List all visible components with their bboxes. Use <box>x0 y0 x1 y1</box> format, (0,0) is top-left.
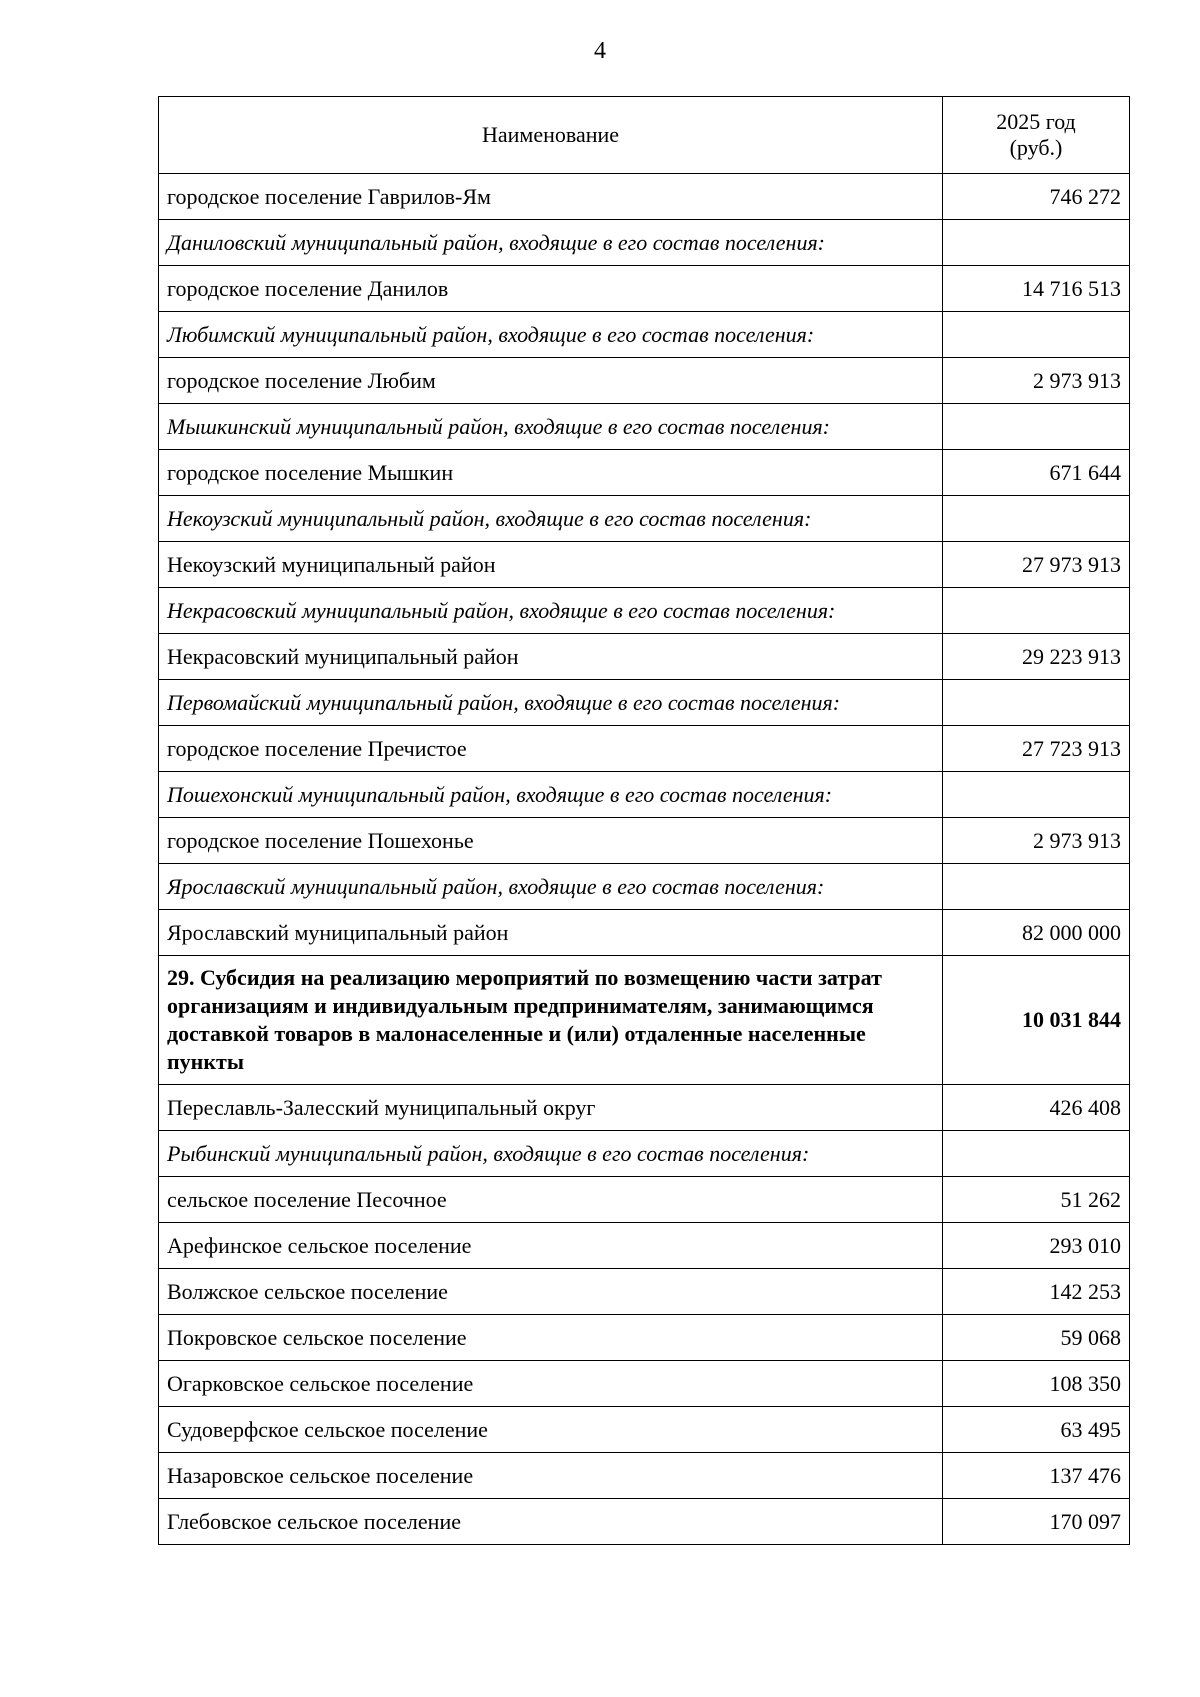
table-row <box>159 1085 1130 1131</box>
table-row <box>159 542 1130 588</box>
row-value: 10 031 844 <box>943 956 1130 1085</box>
table-row <box>159 1315 1130 1361</box>
row-value: 59 068 <box>943 1315 1130 1361</box>
row-value <box>943 588 1130 634</box>
table-row <box>159 1269 1130 1315</box>
row-name: Судоверфское сельское поселение <box>159 1407 943 1453</box>
district-row <box>159 1131 1130 1177</box>
row-value <box>943 772 1130 818</box>
row-name: Пошехонский муниципальный район, входящие в его состав поселения: <box>159 772 943 818</box>
table-header-row <box>159 97 1130 174</box>
row-name: Мышкинский муниципальный район, входящие в его состав поселения: <box>159 404 943 450</box>
row-value: 293 010 <box>943 1223 1130 1269</box>
row-name: Рыбинский муниципальный район, входящие в его состав поселения: <box>159 1131 943 1177</box>
district-row <box>159 772 1130 818</box>
row-value: 63 495 <box>943 1407 1130 1453</box>
district-row <box>159 496 1130 542</box>
row-value: 51 262 <box>943 1177 1130 1223</box>
table-row <box>159 174 1130 220</box>
table-row <box>159 1223 1130 1269</box>
row-name: Даниловский муниципальный район, входящие в его состав поселения: <box>159 220 943 266</box>
table-row <box>159 1361 1130 1407</box>
header-unit-label: (руб.) <box>1009 135 1063 160</box>
table-row <box>159 910 1130 956</box>
row-name: Арефинское сельское поселение <box>159 1223 943 1269</box>
table-row <box>159 450 1130 496</box>
row-name: Глебовское сельское поселение <box>159 1499 943 1545</box>
row-value <box>943 312 1130 358</box>
row-name: Любимский муниципальный район, входящие в его состав поселения: <box>159 312 943 358</box>
row-name: Некрасовский муниципальный район <box>159 634 943 680</box>
district-row <box>159 312 1130 358</box>
row-name: Некоузский муниципальный район <box>159 542 943 588</box>
row-name: городское поселение Пошехонье <box>159 818 943 864</box>
row-name: Волжское сельское поселение <box>159 1269 943 1315</box>
row-name: Некоузский муниципальный район, входящие в его состав поселения: <box>159 496 943 542</box>
section-row <box>159 956 1130 1085</box>
table-row <box>159 818 1130 864</box>
row-name: городское поселение Любим <box>159 358 943 404</box>
row-value: 2 973 913 <box>943 818 1130 864</box>
page-number: 4 <box>594 38 606 64</box>
row-name: сельское поселение Песочное <box>159 1177 943 1223</box>
header-name: Наименование <box>159 97 943 174</box>
row-name: городское поселение Данилов <box>159 266 943 312</box>
header-year-label: 2025 год <box>996 109 1076 134</box>
row-name: Ярославский муниципальный район <box>159 910 943 956</box>
row-value: 426 408 <box>943 1085 1130 1131</box>
row-value: 29 223 913 <box>943 634 1130 680</box>
district-row <box>159 588 1130 634</box>
row-name: 29. Субсидия на реализацию мероприятий по возмещению части затрат организациям и индивидуальным предпринимателям, занимающимся доставкой товаров в малонаселенные и (или) отдаленные населенные пункты <box>159 956 943 1085</box>
row-name: Первомайский муниципальный район, входящие в его состав поселения: <box>159 680 943 726</box>
row-name: городское поселение Пречистое <box>159 726 943 772</box>
row-name: Назаровское сельское поселение <box>159 1453 943 1499</box>
district-row <box>159 864 1130 910</box>
row-value: 82 000 000 <box>943 910 1130 956</box>
row-value: 14 716 513 <box>943 266 1130 312</box>
row-value: 2 973 913 <box>943 358 1130 404</box>
row-name: городское поселение Гаврилов-Ям <box>159 174 943 220</box>
row-value <box>943 220 1130 266</box>
table-row <box>159 634 1130 680</box>
row-name: Покровское сельское поселение <box>159 1315 943 1361</box>
row-value: 170 097 <box>943 1499 1130 1545</box>
table-row <box>159 1453 1130 1499</box>
district-row <box>159 680 1130 726</box>
table-row <box>159 358 1130 404</box>
row-value <box>943 496 1130 542</box>
district-row <box>159 404 1130 450</box>
table-row <box>159 726 1130 772</box>
budget-table <box>158 96 1130 1545</box>
row-value: 108 350 <box>943 1361 1130 1407</box>
row-name: Ярославский муниципальный район, входящие в его состав поселения: <box>159 864 943 910</box>
row-value: 671 644 <box>943 450 1130 496</box>
row-name: Огарковское сельское поселение <box>159 1361 943 1407</box>
row-value <box>943 404 1130 450</box>
table-body <box>159 174 1130 1545</box>
row-value: 746 272 <box>943 174 1130 220</box>
row-value: 137 476 <box>943 1453 1130 1499</box>
row-value: 27 973 913 <box>943 542 1130 588</box>
table-row <box>159 1177 1130 1223</box>
district-row <box>159 220 1130 266</box>
row-value <box>943 1131 1130 1177</box>
row-name: Некрасовский муниципальный район, входящие в его состав поселения: <box>159 588 943 634</box>
row-name: Переславль-Залесский муниципальный округ <box>159 1085 943 1131</box>
row-value: 27 723 913 <box>943 726 1130 772</box>
header-year <box>943 97 1130 174</box>
table-row <box>159 266 1130 312</box>
row-name: городское поселение Мышкин <box>159 450 943 496</box>
row-value <box>943 680 1130 726</box>
table-row <box>159 1499 1130 1545</box>
table-row <box>159 1407 1130 1453</box>
row-value: 142 253 <box>943 1269 1130 1315</box>
row-value <box>943 864 1130 910</box>
